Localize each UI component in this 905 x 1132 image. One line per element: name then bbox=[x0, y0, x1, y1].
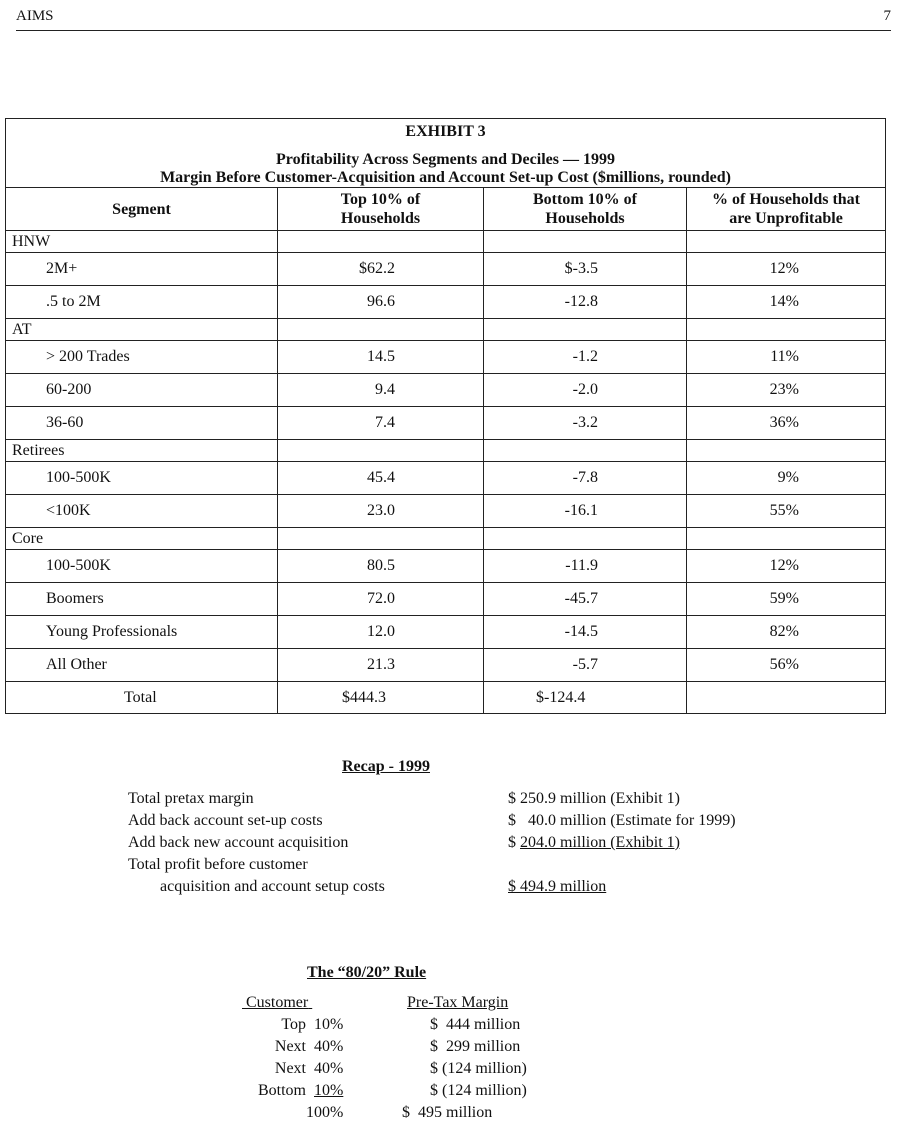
rule-row-pct: 10% bbox=[314, 1082, 344, 1099]
segment-name: 2M+ bbox=[6, 253, 278, 286]
segment-group-label: Retirees bbox=[6, 440, 278, 462]
rule-row-label: Next bbox=[274, 1038, 306, 1055]
profitability-table bbox=[6, 188, 885, 713]
recap-value: $ 250.9 million (Exhibit 1) bbox=[508, 790, 680, 807]
recap-title: Recap - 1999 bbox=[342, 758, 430, 775]
top-10-value: $62.2 bbox=[278, 253, 484, 286]
segment-name: Young Professionals bbox=[6, 616, 278, 649]
recap-total-value: $ 494.9 million bbox=[508, 878, 607, 895]
rule-row-margin: $ (124 million) bbox=[430, 1060, 527, 1077]
unprofitable-pct: 82% bbox=[687, 616, 886, 649]
empty-cell bbox=[484, 319, 687, 341]
segment-name: <100K bbox=[6, 495, 278, 528]
table-row bbox=[6, 583, 885, 616]
rule-row-pct: 40% bbox=[314, 1060, 344, 1077]
recap-label: acquisition and account setup costs bbox=[160, 878, 385, 895]
unprofitable-pct: 9% bbox=[687, 462, 886, 495]
empty-cell bbox=[278, 319, 484, 341]
segment-name: .5 to 2M bbox=[6, 286, 278, 319]
rule-row-pct: 40% bbox=[314, 1038, 344, 1055]
page-number: 7 bbox=[883, 8, 891, 24]
segment-name: > 200 Trades bbox=[6, 341, 278, 374]
segment-group-label: HNW bbox=[6, 231, 278, 253]
empty-cell bbox=[687, 319, 886, 341]
table-header-row bbox=[6, 188, 885, 231]
recap-label: Total profit before customer bbox=[128, 856, 308, 873]
rule-title: The “80/20” Rule bbox=[307, 964, 427, 981]
top-10-value: 9.4 bbox=[278, 374, 484, 407]
segment-group-label: AT bbox=[6, 319, 278, 341]
top-10-value: 72.0 bbox=[278, 583, 484, 616]
unprofitable-pct: 12% bbox=[687, 550, 886, 583]
segment-name: 100-500K bbox=[6, 462, 278, 495]
bottom-10-value: -1.2 bbox=[484, 341, 687, 374]
segment-name: 36-60 bbox=[6, 407, 278, 440]
rule-row-margin: $ 299 million bbox=[430, 1038, 521, 1055]
rule-col-customer: Customer bbox=[246, 994, 309, 1011]
top-10-value: 14.5 bbox=[278, 341, 484, 374]
top-10-value: 7.4 bbox=[278, 407, 484, 440]
empty-cell bbox=[687, 440, 886, 462]
table-row bbox=[6, 407, 885, 440]
rule-row-label: Top bbox=[281, 1016, 306, 1033]
total-row bbox=[6, 682, 885, 714]
exhibit-3-box bbox=[5, 118, 886, 714]
empty-cell bbox=[484, 231, 687, 253]
bottom-10-value: -16.1 bbox=[484, 495, 687, 528]
rule-row-margin: $ (124 million) bbox=[430, 1082, 527, 1099]
total-top-value: $444.3 bbox=[278, 682, 484, 714]
unprofitable-pct: 59% bbox=[687, 583, 886, 616]
bottom-10-value: -3.2 bbox=[484, 407, 687, 440]
table-row bbox=[6, 550, 885, 583]
unprofitable-pct: 11% bbox=[687, 341, 886, 374]
top-10-value: 45.4 bbox=[278, 462, 484, 495]
empty-cell bbox=[687, 231, 886, 253]
table-row bbox=[6, 374, 885, 407]
top-10-value: 12.0 bbox=[278, 616, 484, 649]
unprofitable-pct: 55% bbox=[687, 495, 886, 528]
unprofitable-pct: 14% bbox=[687, 286, 886, 319]
total-pct bbox=[687, 682, 886, 714]
recap-label: Add back new account acquisition bbox=[128, 834, 349, 851]
unprofitable-pct: 36% bbox=[687, 407, 886, 440]
empty-cell bbox=[484, 440, 687, 462]
exhibit-subtitle: Profitability Across Segments and Deciles — 1999 bbox=[276, 151, 615, 168]
col-header-top: Top 10% of Households bbox=[278, 188, 484, 231]
table-row bbox=[6, 649, 885, 682]
page-header-left: AIMS bbox=[16, 8, 54, 24]
bottom-10-value: -12.8 bbox=[484, 286, 687, 319]
rule-col-margin: Pre-Tax Margin bbox=[407, 994, 509, 1011]
total-bottom-value: $-124.4 bbox=[484, 682, 687, 714]
segment-name: All Other bbox=[6, 649, 278, 682]
header-rule bbox=[16, 30, 891, 31]
rule-row-label: Bottom bbox=[257, 1082, 306, 1099]
unprofitable-pct: 23% bbox=[687, 374, 886, 407]
exhibit-title: EXHIBIT 3 bbox=[405, 123, 486, 140]
bottom-10-value: -2.0 bbox=[484, 374, 687, 407]
col-header-segment: Segment bbox=[6, 188, 278, 231]
rule-total-margin: $ 495 million bbox=[402, 1104, 493, 1121]
top-10-value: 23.0 bbox=[278, 495, 484, 528]
table-row bbox=[6, 616, 885, 649]
bottom-10-value: -11.9 bbox=[484, 550, 687, 583]
recap-value: $ 40.0 million (Estimate for 1999) bbox=[508, 812, 736, 829]
segment-group-row bbox=[6, 440, 885, 462]
recap-value: $ 204.0 million (Exhibit 1) bbox=[508, 834, 680, 851]
bottom-10-value: -14.5 bbox=[484, 616, 687, 649]
rule-row-pct: 10% bbox=[314, 1016, 344, 1033]
bottom-10-value: -5.7 bbox=[484, 649, 687, 682]
segment-group-row bbox=[6, 319, 885, 341]
table-row bbox=[6, 341, 885, 374]
top-10-value: 80.5 bbox=[278, 550, 484, 583]
top-10-value: 21.3 bbox=[278, 649, 484, 682]
segment-group-row bbox=[6, 528, 885, 550]
segment-name: Boomers bbox=[6, 583, 278, 616]
rule-row-margin: $ 444 million bbox=[430, 1016, 521, 1033]
exhibit-subtitle-2: Margin Before Customer-Acquisition and Account Set-up Cost ($millions, rounded) bbox=[6, 169, 885, 188]
recap-label: Add back account set-up costs bbox=[128, 812, 323, 829]
segment-name: 60-200 bbox=[6, 374, 278, 407]
table-row bbox=[6, 462, 885, 495]
bottom-10-value: -7.8 bbox=[484, 462, 687, 495]
top-10-value: 96.6 bbox=[278, 286, 484, 319]
table-row bbox=[6, 286, 885, 319]
empty-cell bbox=[278, 440, 484, 462]
recap-label: Total pretax margin bbox=[128, 790, 254, 807]
segment-group-label: Core bbox=[6, 528, 278, 550]
empty-cell bbox=[278, 231, 484, 253]
segment-group-row bbox=[6, 231, 885, 253]
total-label: Total bbox=[124, 688, 157, 706]
bottom-10-value: -45.7 bbox=[484, 583, 687, 616]
col-header-bottom: Bottom 10% of Households bbox=[484, 188, 687, 231]
segment-name: 100-500K bbox=[6, 550, 278, 583]
rule-row-label: Next bbox=[274, 1060, 306, 1077]
empty-cell bbox=[278, 528, 484, 550]
bottom-10-value: $-3.5 bbox=[484, 253, 687, 286]
empty-cell bbox=[687, 528, 886, 550]
rule-total-pct: 100% bbox=[306, 1104, 344, 1121]
unprofitable-pct: 12% bbox=[687, 253, 886, 286]
col-header-unprofitable: % of Households that are Unprofitable bbox=[687, 188, 886, 231]
empty-cell bbox=[484, 528, 687, 550]
table-row bbox=[6, 495, 885, 528]
unprofitable-pct: 56% bbox=[687, 649, 886, 682]
table-row bbox=[6, 253, 885, 286]
